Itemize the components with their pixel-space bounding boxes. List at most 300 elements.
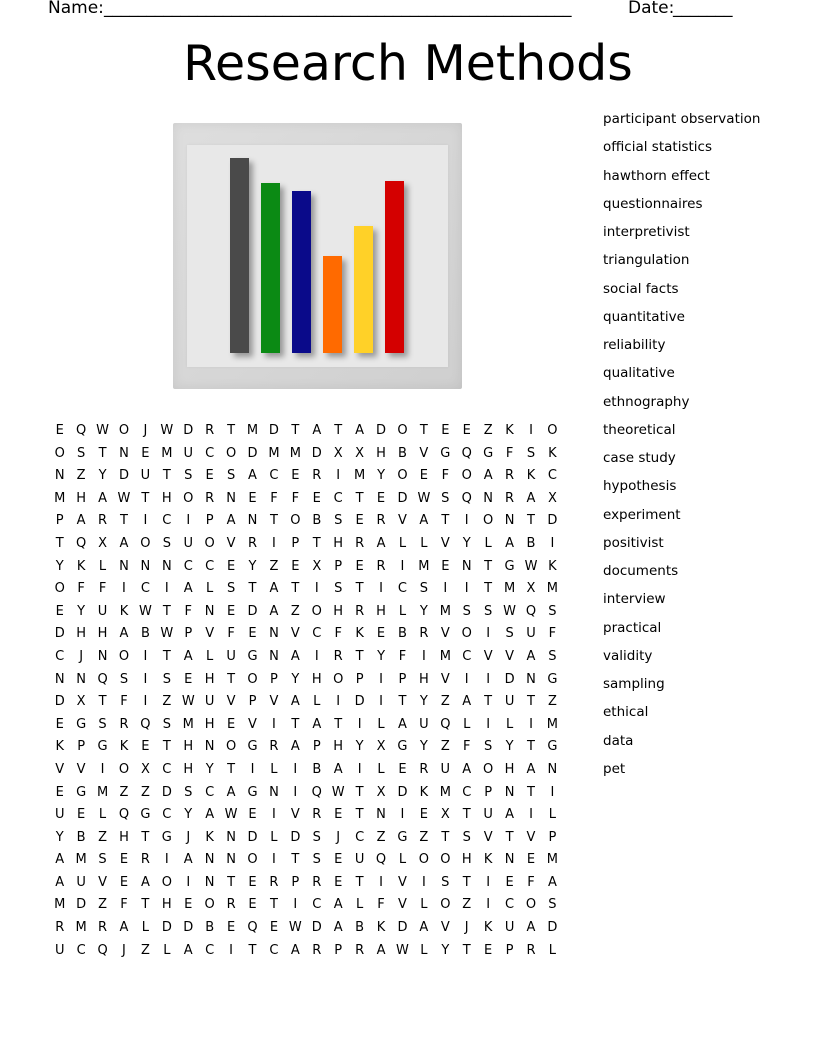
grid-letter: H bbox=[183, 761, 194, 777]
grid-letter: N bbox=[226, 829, 236, 845]
grid-letter: A bbox=[376, 535, 386, 551]
grid-letter: P bbox=[248, 694, 257, 710]
grid-letter: I bbox=[464, 513, 469, 529]
grid-letter: Q bbox=[375, 852, 387, 868]
grid-letter: T bbox=[355, 874, 364, 890]
grid-letter: J bbox=[186, 829, 191, 845]
grid-letter: Y bbox=[291, 671, 300, 687]
grid-letter: L bbox=[98, 807, 107, 823]
grid-letter: N bbox=[226, 852, 236, 868]
grid-letter: M bbox=[182, 716, 194, 732]
word-list-item: positivist bbox=[603, 534, 664, 551]
grid-letter: A bbox=[419, 513, 429, 529]
grid-letter: G bbox=[547, 739, 558, 755]
grid-letter: Y bbox=[462, 535, 471, 551]
grid-letter: H bbox=[119, 829, 129, 845]
grid-letter: W bbox=[524, 558, 538, 574]
grid-letter: M bbox=[546, 852, 559, 868]
illustration-bar bbox=[230, 158, 249, 353]
grid-letter: A bbox=[119, 920, 129, 936]
grid-letter: X bbox=[376, 784, 386, 800]
grid-letter: T bbox=[355, 807, 364, 823]
grid-letter: Z bbox=[98, 829, 107, 845]
grid-letter: U bbox=[483, 807, 493, 823]
grid-letter: F bbox=[398, 648, 407, 664]
grid-letter: T bbox=[248, 942, 257, 958]
grid-letter: I bbox=[421, 874, 426, 890]
grid-letter: E bbox=[419, 807, 428, 823]
grid-letter: I bbox=[529, 716, 533, 732]
grid-letter: T bbox=[120, 513, 128, 529]
grid-letter: P bbox=[291, 874, 300, 890]
grid-letter: H bbox=[76, 490, 87, 506]
grid-letter: V bbox=[483, 829, 493, 845]
grid-letter: N bbox=[483, 490, 494, 506]
grid-letter: Q bbox=[76, 535, 87, 551]
grid-letter: U bbox=[226, 648, 236, 664]
word-list-item: experiment bbox=[603, 506, 681, 523]
grid-letter: Q bbox=[525, 603, 537, 619]
grid-letter: E bbox=[55, 784, 64, 800]
grid-letter: T bbox=[98, 445, 107, 461]
grid-letter: U bbox=[354, 852, 365, 868]
grid-letter: N bbox=[226, 490, 236, 506]
grid-letter: G bbox=[140, 807, 151, 823]
grid-letter: E bbox=[141, 739, 150, 755]
grid-letter: B bbox=[355, 920, 365, 936]
grid-letter: E bbox=[55, 603, 64, 619]
grid-letter: C bbox=[462, 648, 472, 664]
grid-letter: W bbox=[96, 423, 109, 438]
grid-letter: X bbox=[355, 445, 365, 461]
grid-letter: E bbox=[484, 942, 493, 958]
grid-letter: A bbox=[55, 852, 65, 868]
grid-letter: O bbox=[461, 626, 472, 642]
grid-letter: C bbox=[205, 558, 215, 574]
grid-letter: L bbox=[141, 920, 150, 936]
grid-letter: W bbox=[181, 694, 195, 710]
grid-letter: G bbox=[247, 784, 258, 800]
grid-letter: Q bbox=[311, 784, 322, 800]
grid-letter: A bbox=[505, 535, 515, 551]
grid-letter: H bbox=[461, 852, 472, 868]
grid-letter: E bbox=[312, 490, 321, 506]
grid-letter: S bbox=[441, 874, 450, 890]
word-list-item: social facts bbox=[603, 280, 679, 297]
grid-letter: A bbox=[183, 648, 193, 664]
grid-letter: D bbox=[247, 603, 258, 619]
grid-letter: D bbox=[247, 445, 258, 461]
grid-letter: Y bbox=[441, 942, 450, 958]
grid-letter: N bbox=[247, 513, 258, 529]
grid-letter: Y bbox=[184, 807, 193, 823]
grid-letter: D bbox=[397, 920, 408, 936]
grid-letter: Y bbox=[505, 739, 514, 755]
grid-letter: T bbox=[98, 694, 107, 710]
grid-letter: R bbox=[376, 558, 386, 574]
grid-row bbox=[49, 894, 563, 917]
grid-row bbox=[49, 443, 563, 466]
grid-letter: Y bbox=[205, 761, 214, 777]
grid-letter: H bbox=[376, 445, 386, 461]
grid-letter: X bbox=[76, 694, 86, 710]
grid-letter: V bbox=[290, 807, 300, 823]
grid-letter: U bbox=[504, 694, 515, 710]
grid-letter: Y bbox=[55, 829, 64, 845]
grid-letter: Z bbox=[547, 694, 557, 710]
grid-letter: B bbox=[140, 626, 150, 642]
grid-letter: V bbox=[440, 626, 450, 642]
grid-letter: I bbox=[272, 852, 276, 868]
grid-letter: P bbox=[312, 739, 321, 755]
grid-letter: T bbox=[462, 942, 471, 958]
grid-letter: L bbox=[313, 694, 321, 710]
grid-letter: R bbox=[205, 490, 215, 506]
page-title: Research Methods bbox=[183, 35, 633, 92]
grid-letter: S bbox=[312, 829, 321, 845]
word-list-item: practical bbox=[603, 619, 662, 636]
grid-letter: O bbox=[118, 423, 130, 438]
grid-letter: Z bbox=[140, 784, 150, 800]
grid-letter: B bbox=[312, 513, 322, 529]
grid-letter: I bbox=[336, 468, 341, 484]
grid-letter: E bbox=[291, 558, 300, 574]
grid-letter: E bbox=[269, 920, 279, 936]
word-list-item: pet bbox=[603, 760, 626, 777]
grid-letter: Q bbox=[461, 490, 472, 506]
grid-letter: G bbox=[504, 558, 515, 574]
grid-letter: A bbox=[226, 513, 236, 529]
grid-letter: W bbox=[224, 807, 238, 823]
grid-letter: R bbox=[312, 942, 322, 958]
grid-letter: F bbox=[120, 897, 128, 913]
grid-letter: I bbox=[314, 648, 319, 664]
grid-letter: A bbox=[462, 761, 472, 777]
grid-letter: Q bbox=[97, 942, 108, 958]
grid-letter: S bbox=[98, 716, 107, 732]
grid-letter: M bbox=[268, 445, 280, 461]
grid-letter: N bbox=[269, 648, 279, 664]
grid-letter: Z bbox=[290, 603, 300, 619]
grid-letter: R bbox=[505, 468, 515, 484]
grid-letter: M bbox=[503, 581, 516, 597]
grid-letter: T bbox=[162, 739, 171, 755]
grid-letter: K bbox=[548, 445, 557, 461]
grid-row bbox=[49, 714, 563, 737]
grid-letter: T bbox=[527, 694, 535, 710]
grid-letter: P bbox=[548, 829, 557, 845]
grid-letter: I bbox=[143, 671, 148, 687]
grid-letter: U bbox=[140, 468, 151, 484]
grid-row bbox=[49, 556, 563, 579]
grid-letter: D bbox=[118, 468, 129, 484]
grid-letter: I bbox=[143, 513, 148, 529]
grid-letter: Q bbox=[97, 671, 108, 687]
grid-row bbox=[49, 488, 563, 511]
grid-letter: K bbox=[548, 558, 557, 574]
grid-letter: V bbox=[205, 626, 215, 642]
grid-letter: N bbox=[504, 852, 515, 868]
grid-letter: T bbox=[162, 648, 171, 664]
grid-letter: L bbox=[377, 761, 385, 777]
grid-letter: Y bbox=[355, 739, 364, 755]
grid-letter: T bbox=[462, 807, 471, 823]
grid-letter: S bbox=[162, 535, 171, 551]
grid-letter: C bbox=[269, 468, 279, 484]
grid-letter: E bbox=[376, 626, 386, 642]
grid-row bbox=[49, 917, 563, 940]
grid-letter: K bbox=[483, 852, 493, 868]
illustration-bar bbox=[354, 226, 373, 353]
grid-row bbox=[49, 578, 563, 601]
grid-letter: R bbox=[269, 874, 279, 890]
grid-letter: E bbox=[248, 490, 257, 506]
grid-letter: S bbox=[162, 671, 171, 687]
grid-letter: E bbox=[248, 897, 257, 913]
grid-letter: A bbox=[526, 761, 536, 777]
grid-letter: M bbox=[439, 648, 451, 664]
grid-letter: K bbox=[205, 829, 214, 845]
grid-letter: F bbox=[377, 897, 385, 913]
grid-letter: U bbox=[76, 874, 86, 890]
word-list-item: ethnography bbox=[603, 393, 690, 410]
grid-letter: G bbox=[483, 445, 494, 461]
grid-letter: R bbox=[355, 603, 365, 619]
grid-letter: E bbox=[226, 558, 236, 574]
grid-letter: K bbox=[419, 784, 429, 800]
grid-letter: M bbox=[439, 784, 451, 800]
grid-row bbox=[49, 533, 563, 556]
grid-letter: I bbox=[464, 581, 469, 597]
grid-row bbox=[49, 827, 563, 850]
grid-letter: A bbox=[526, 490, 536, 506]
grid-letter: I bbox=[272, 716, 276, 732]
illustration-bar bbox=[292, 191, 311, 353]
grid-letter: H bbox=[333, 535, 344, 551]
grid-letter: A bbox=[333, 897, 343, 913]
grid-letter: A bbox=[226, 784, 236, 800]
grid-letter: H bbox=[311, 671, 322, 687]
word-list-item: hawthorn effect bbox=[603, 167, 710, 184]
grid-letter: A bbox=[290, 648, 300, 664]
word-list-item: hypothesis bbox=[603, 478, 677, 495]
grid-letter: O bbox=[140, 535, 151, 551]
grid-letter: A bbox=[312, 423, 322, 438]
grid-letter: E bbox=[226, 603, 236, 619]
grid-letter: A bbox=[505, 807, 515, 823]
grid-letter: P bbox=[355, 671, 364, 687]
grid-letter: O bbox=[204, 535, 215, 551]
grid-letter: T bbox=[505, 829, 514, 845]
grid-letter: Q bbox=[247, 920, 258, 936]
grid-letter: L bbox=[505, 716, 514, 732]
grid-row bbox=[49, 623, 563, 646]
grid-letter: U bbox=[97, 603, 108, 619]
grid-letter: R bbox=[205, 423, 215, 438]
grid-letter: N bbox=[76, 671, 86, 687]
grid-letter: A bbox=[55, 874, 65, 890]
grid-letter: N bbox=[204, 739, 215, 755]
grid-letter: F bbox=[505, 445, 514, 461]
grid-letter: L bbox=[420, 897, 428, 913]
grid-letter: V bbox=[419, 445, 429, 461]
grid-row bbox=[49, 510, 563, 533]
grid-letter: O bbox=[547, 423, 558, 438]
grid-letter: H bbox=[76, 626, 87, 642]
grid-letter: I bbox=[164, 852, 169, 868]
grid-letter: O bbox=[118, 761, 130, 777]
grid-letter: T bbox=[141, 829, 150, 845]
grid-letter: D bbox=[547, 920, 558, 936]
grid-letter: D bbox=[54, 626, 65, 642]
grid-letter: C bbox=[462, 784, 472, 800]
grid-letter: Z bbox=[440, 694, 450, 710]
grid-letter: C bbox=[183, 558, 193, 574]
grid-letter: U bbox=[526, 626, 536, 642]
grid-letter: T bbox=[141, 897, 150, 913]
grid-letter: H bbox=[161, 897, 172, 913]
grid-letter: C bbox=[76, 942, 86, 958]
grid-letter: M bbox=[546, 581, 559, 597]
grid-letter: Y bbox=[377, 468, 386, 484]
grid-letter: I bbox=[443, 581, 448, 597]
grid-letter: L bbox=[98, 558, 107, 574]
grid-letter: B bbox=[398, 626, 407, 642]
grid-letter: I bbox=[143, 648, 148, 664]
grid-letter: C bbox=[140, 581, 150, 597]
grid-letter: P bbox=[205, 513, 214, 529]
grid-letter: A bbox=[183, 852, 193, 868]
date-blank-line: _______ bbox=[673, 0, 733, 18]
grid-letter: G bbox=[547, 671, 558, 687]
grid-letter: E bbox=[205, 468, 214, 484]
grid-letter: I bbox=[293, 784, 298, 800]
grid-letter: V bbox=[269, 694, 279, 710]
grid-letter: I bbox=[272, 807, 276, 823]
illustration-panel bbox=[187, 145, 448, 367]
grid-letter: O bbox=[290, 513, 301, 529]
grid-letter: S bbox=[77, 445, 86, 461]
grid-letter: A bbox=[119, 535, 129, 551]
grid-letter: E bbox=[419, 468, 428, 484]
grid-letter: I bbox=[186, 513, 191, 529]
grid-letter: S bbox=[119, 671, 129, 687]
grid-letter: I bbox=[486, 874, 491, 890]
grid-letter: V bbox=[505, 648, 515, 664]
grid-letter: I bbox=[186, 874, 191, 890]
grid-letter: I bbox=[272, 535, 276, 551]
grid-letter: C bbox=[205, 942, 215, 958]
grid-letter: M bbox=[96, 784, 109, 800]
grid-letter: Z bbox=[462, 897, 472, 913]
grid-letter: I bbox=[250, 761, 255, 777]
grid-letter: U bbox=[419, 716, 429, 732]
grid-letter: O bbox=[54, 581, 65, 597]
grid-letter: Y bbox=[248, 558, 257, 574]
grid-letter: E bbox=[526, 852, 536, 868]
word-list bbox=[603, 109, 808, 787]
grid-letter: I bbox=[464, 671, 469, 687]
grid-letter: L bbox=[398, 852, 407, 868]
grid-letter: I bbox=[486, 671, 491, 687]
grid-letter: D bbox=[161, 920, 172, 936]
grid-letter: F bbox=[462, 739, 471, 755]
grid-letter: G bbox=[397, 739, 408, 755]
grid-letter: S bbox=[441, 490, 450, 506]
grid-letter: Z bbox=[76, 468, 86, 484]
grid-letter: V bbox=[440, 920, 450, 936]
grid-letter: E bbox=[248, 626, 257, 642]
grid-letter: J bbox=[336, 829, 341, 845]
grid-letter: V bbox=[398, 897, 407, 913]
grid-letter: X bbox=[333, 445, 343, 461]
grid-letter: Z bbox=[119, 784, 129, 800]
grid-letter: D bbox=[311, 445, 322, 461]
grid-letter: R bbox=[226, 897, 236, 913]
grid-letter: I bbox=[421, 648, 426, 664]
grid-letter: E bbox=[334, 874, 343, 890]
grid-letter: R bbox=[98, 920, 108, 936]
grid-letter: V bbox=[483, 648, 493, 664]
grid-letter: I bbox=[314, 581, 319, 597]
grid-letter: I bbox=[529, 807, 533, 823]
grid-letter: O bbox=[247, 852, 258, 868]
grid-letter: C bbox=[162, 807, 172, 823]
grid-letter: Z bbox=[140, 942, 150, 958]
grid-letter: N bbox=[504, 784, 515, 800]
grid-letter: R bbox=[119, 716, 129, 732]
grid-letter: E bbox=[248, 874, 257, 890]
grid-letter: V bbox=[226, 694, 236, 710]
grid-letter: D bbox=[354, 694, 365, 710]
grid-letter: S bbox=[462, 603, 471, 619]
grid-letter: T bbox=[291, 581, 300, 597]
grid-letter: S bbox=[548, 897, 557, 913]
grid-letter: Z bbox=[269, 558, 279, 574]
grid-letter: Q bbox=[461, 445, 472, 461]
grid-letter: O bbox=[247, 671, 258, 687]
grid-letter: J bbox=[143, 423, 148, 438]
word-list-item: case study bbox=[603, 450, 676, 466]
grid-letter: N bbox=[204, 852, 215, 868]
grid-letter: Q bbox=[440, 716, 451, 732]
grid-letter: Z bbox=[483, 423, 493, 438]
grid-letter: S bbox=[226, 468, 236, 484]
grid-letter: T bbox=[227, 423, 236, 438]
word-list-item: interpretivist bbox=[603, 224, 690, 240]
grid-letter: T bbox=[527, 513, 535, 529]
grid-letter: I bbox=[293, 761, 298, 777]
grid-letter: I bbox=[486, 716, 491, 732]
grid-letter: E bbox=[141, 445, 150, 461]
grid-letter: E bbox=[462, 423, 471, 438]
grid-letter: D bbox=[76, 897, 87, 913]
grid-letter: E bbox=[248, 807, 257, 823]
grid-letter: T bbox=[527, 784, 535, 800]
grid-letter: D bbox=[397, 784, 408, 800]
word-list-item: data bbox=[603, 732, 634, 749]
grid-letter: Y bbox=[77, 603, 86, 619]
grid-letter: F bbox=[227, 626, 235, 642]
grid-letter: O bbox=[440, 897, 451, 913]
grid-letter: P bbox=[398, 671, 407, 687]
grid-letter: I bbox=[400, 558, 405, 574]
date-label: Date: bbox=[628, 0, 675, 18]
word-list-item: questionnaires bbox=[603, 195, 703, 212]
grid-letter: I bbox=[143, 694, 148, 710]
grid-letter: E bbox=[334, 852, 343, 868]
grid-letter: D bbox=[247, 829, 258, 845]
